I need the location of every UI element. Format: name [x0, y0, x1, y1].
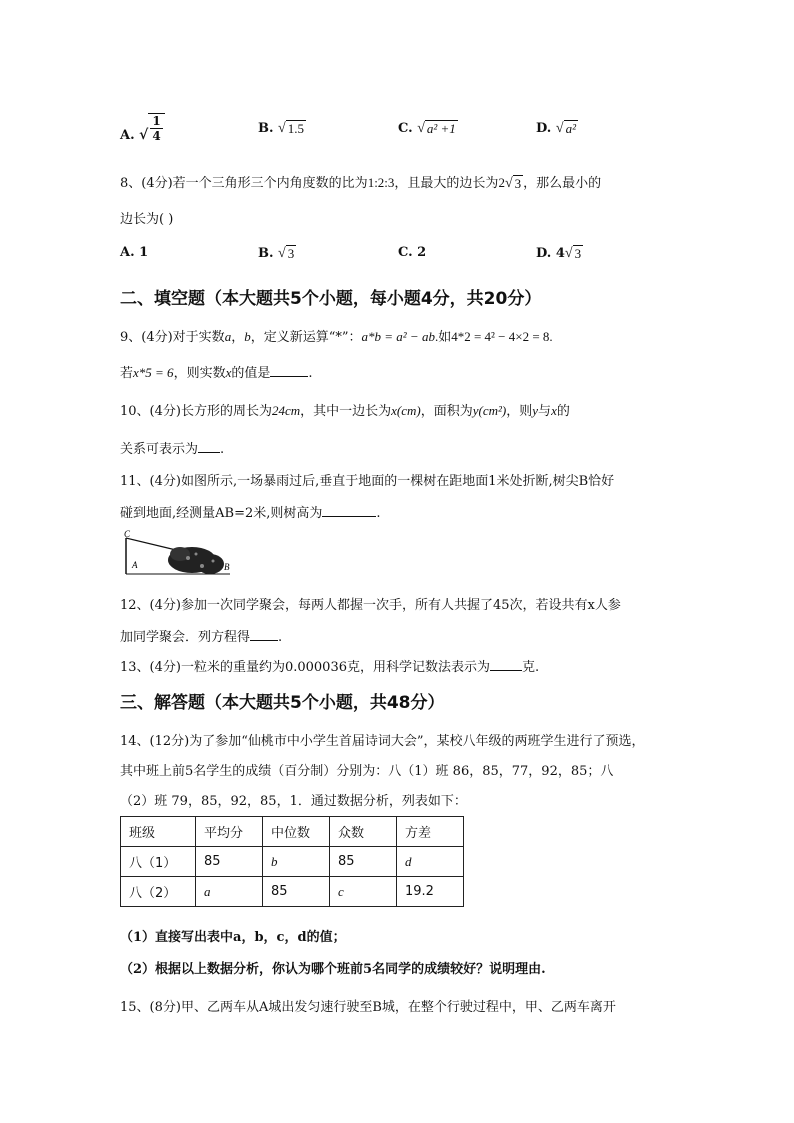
- q9-line1: 9、(4分)对于实数a，b，定义新运算“*”：a*b = a² − ab.如4*2 = 4² − 4×2 = 8.: [120, 329, 553, 345]
- table-cell: 85: [196, 847, 263, 877]
- q15-line1: 15、(8分)甲、乙两车从A城出发匀速行驶至B城，在整个行驶过程中，甲、乙两车离开: [120, 1000, 616, 1015]
- q9-answer-blank[interactable]: [270, 364, 308, 377]
- q11-line2: 碰到地面,经测量AB=2米,则树高为 .: [120, 506, 381, 521]
- q14-sub1: （1）直接写出表中a，b，c，d的值；: [120, 930, 346, 945]
- q7-option-a: A. √ $\frac{1}{4}$: [120, 113, 165, 143]
- q7-option-b: B. √ 1.5: [258, 121, 304, 136]
- table-cell: 85: [330, 847, 397, 877]
- table-cell: 八（1）: [121, 847, 196, 877]
- tree-crown: [168, 547, 224, 574]
- q7-a-numerator: 1: [152, 114, 161, 128]
- section3-heading: 三、解答题（本大题共5个小题，共48分）: [120, 693, 445, 713]
- q10-answer-blank[interactable]: [198, 440, 220, 453]
- q9-line2: 若x*5 = 6，则实数x的值是 .: [120, 365, 313, 381]
- q8-option-c: C. 2: [398, 245, 427, 260]
- q13-line: 13、(4分)一粒米的重量约为0.000036克，用科学记数法表示为 克.: [120, 660, 540, 675]
- header-cell: 方差: [397, 817, 464, 847]
- table-cell: 85: [263, 877, 330, 907]
- q7-option-c: C. √ a² +1: [398, 121, 456, 136]
- q10-line2: 关系可表示为 .: [120, 442, 225, 457]
- q13-answer-blank[interactable]: [490, 658, 522, 671]
- q7-option-d: D. √ a²: [536, 121, 576, 136]
- q10-line1: 10、(4分)长方形的周长为24cm，其中一边长为x(cm)，面积为y(cm²)，则y与x的: [120, 403, 570, 419]
- table-cell: a: [196, 877, 263, 907]
- q11-answer-blank[interactable]: [322, 504, 376, 517]
- q8-option-b: B. √ 3: [258, 246, 295, 261]
- broken-tree-figure: [118, 528, 238, 580]
- section2-heading: 二、填空题（本大题共5个小题，每小题4分，共20分）: [120, 289, 542, 309]
- broken-branch: [126, 538, 176, 550]
- header-cell: 中位数: [263, 817, 330, 847]
- q14-line1: 14、(12分)为了参加“仙桃市中小学生首届诗词大会”，某校八年级的两班学生进行了预选，: [120, 734, 645, 749]
- table-cell: d: [397, 847, 464, 877]
- table-cell: 八（2）: [121, 877, 196, 907]
- table-row: [121, 847, 464, 877]
- table-header-row: [121, 817, 464, 847]
- label-c: C: [124, 529, 131, 539]
- q12-line2: 加同学聚会．列方程得 .: [120, 630, 283, 645]
- table-cell: 19.2: [397, 877, 464, 907]
- q14-line3: （2）班 79，85，92，85，1．通过数据分析，列表如下：: [120, 794, 467, 809]
- table-cell: c: [330, 877, 397, 907]
- q11-line1: 11、(4分)如图所示,一场暴雨过后,垂直于地面的一棵树在距地面1米处折断,树尖B恰好: [120, 474, 615, 489]
- q8-line2: 边长为( ): [120, 212, 174, 227]
- q14-line2: 其中班上前5名学生的成绩（百分制）分别为：八（1）班 86，85，77，92，85；八: [120, 764, 614, 779]
- q7-a-denominator: 4: [152, 129, 161, 143]
- q8-option-d: D. 4 √ 3: [536, 246, 582, 261]
- label-b: B: [224, 562, 230, 572]
- table-row: [121, 877, 464, 907]
- score-table: [120, 816, 464, 907]
- q14-sub2: （2）根据以上数据分析，你认为哪个班前5名同学的成绩较好？说明理由.: [120, 962, 546, 977]
- label-a: A: [132, 560, 138, 570]
- q12-answer-blank[interactable]: [250, 628, 278, 641]
- header-cell: 平均分: [196, 817, 263, 847]
- q8-line1: 8、(4分)若一个三角形三个内角度数的比为1:2:3，且最大的边长为2 √ 3 ，那么最小的: [120, 175, 602, 191]
- q8-option-a: A. 1: [120, 245, 149, 260]
- header-cell: 班级: [121, 817, 196, 847]
- header-cell: 众数: [330, 817, 397, 847]
- table-cell: b: [263, 847, 330, 877]
- q12-line1: 12、(4分)参加一次同学聚会，每两人都握一次手，所有人共握了45次，若设共有x人参: [120, 598, 621, 613]
